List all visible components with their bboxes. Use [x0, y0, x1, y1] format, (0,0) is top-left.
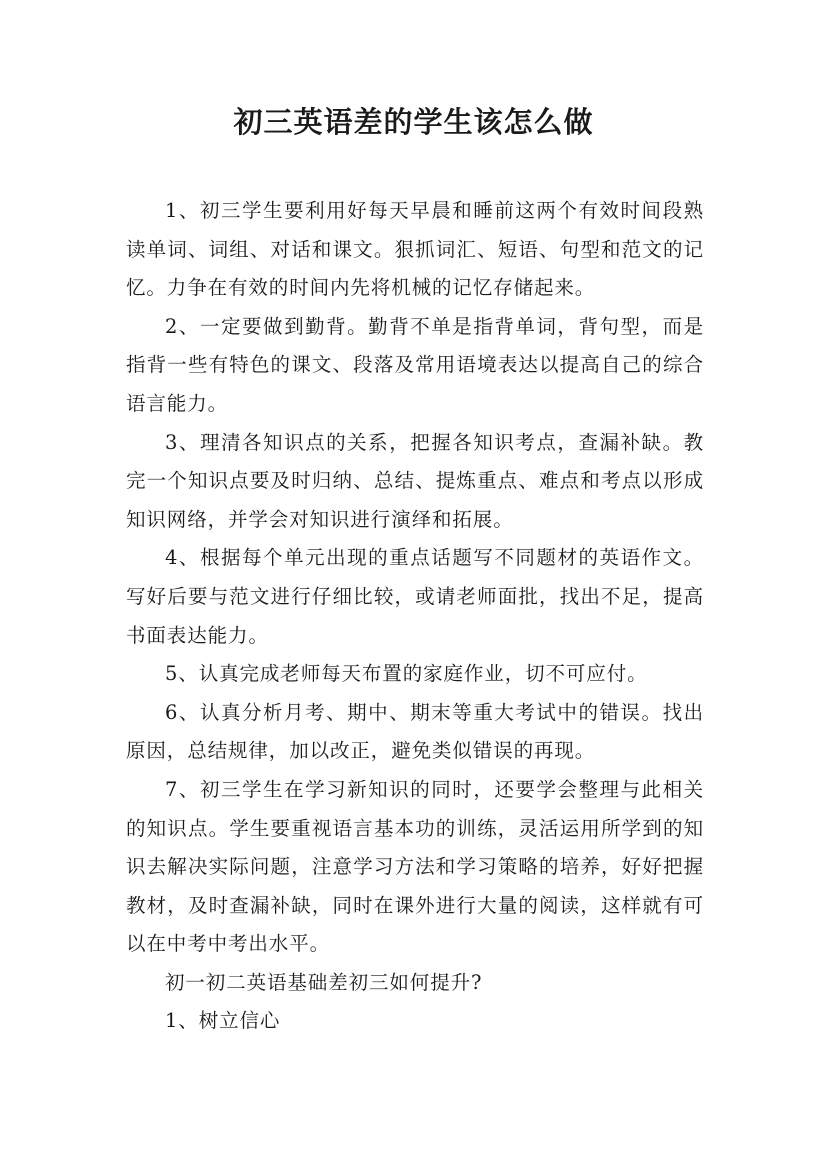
paragraph-6: 6、认真分析月考、期中、期末等重大考试中的错误。找出原因，总结规律，加以改正，避免类似错误的再现。	[126, 700, 704, 763]
section-heading: 初一初二英语基础差初三如何提升?	[165, 970, 483, 994]
paragraph-3: 3、理清各知识点的关系，把握各知识考点，查漏补缺。教完一个知识点要及时归纳、总结、提炼重点、难点和考点以形成知识网络，并学会对知识进行演绎和拓展。	[126, 430, 704, 531]
paragraph-5: 5、认真完成老师每天布置的家庭作业，切不可应付。	[165, 662, 648, 686]
paragraph-7: 7、初三学生在学习新知识的同时，还要学会整理与此相关的知识点。学生要重视语言基本功的训练，灵活运用所学到的知识去解决实际问题，注意学习方法和学习策略的培养，好好把握教材，及时查漏补缺，同时在课外进行大量的阅读，这样就有可以在中考中考出水平。	[126, 777, 704, 956]
paragraph-2: 2、一定要做到勤背。勤背不单是指背单词，背句型，而是指背一些有特色的课文、段落及常用语境表达以提高自己的综合语言能力。	[126, 314, 704, 415]
document-body	[126, 192, 704, 1041]
section-item-1: 1、树立信心	[165, 1009, 281, 1033]
document-title: 初三英语差的学生该怎么做	[233, 105, 594, 139]
paragraph-4: 4、根据每个单元出现的重点话题写不同题材的英语作文。写好后要与范文进行仔细比较，或请老师面批，找出不足，提高书面表达能力。	[126, 546, 704, 647]
paragraph-1: 1、初三学生要利用好每天早晨和睡前这两个有效时间段熟读单词、词组、对话和课文。狠抓词汇、短语、句型和范文的记忆。力争在有效的时间内先将机械的记忆存储起来。	[126, 199, 704, 300]
